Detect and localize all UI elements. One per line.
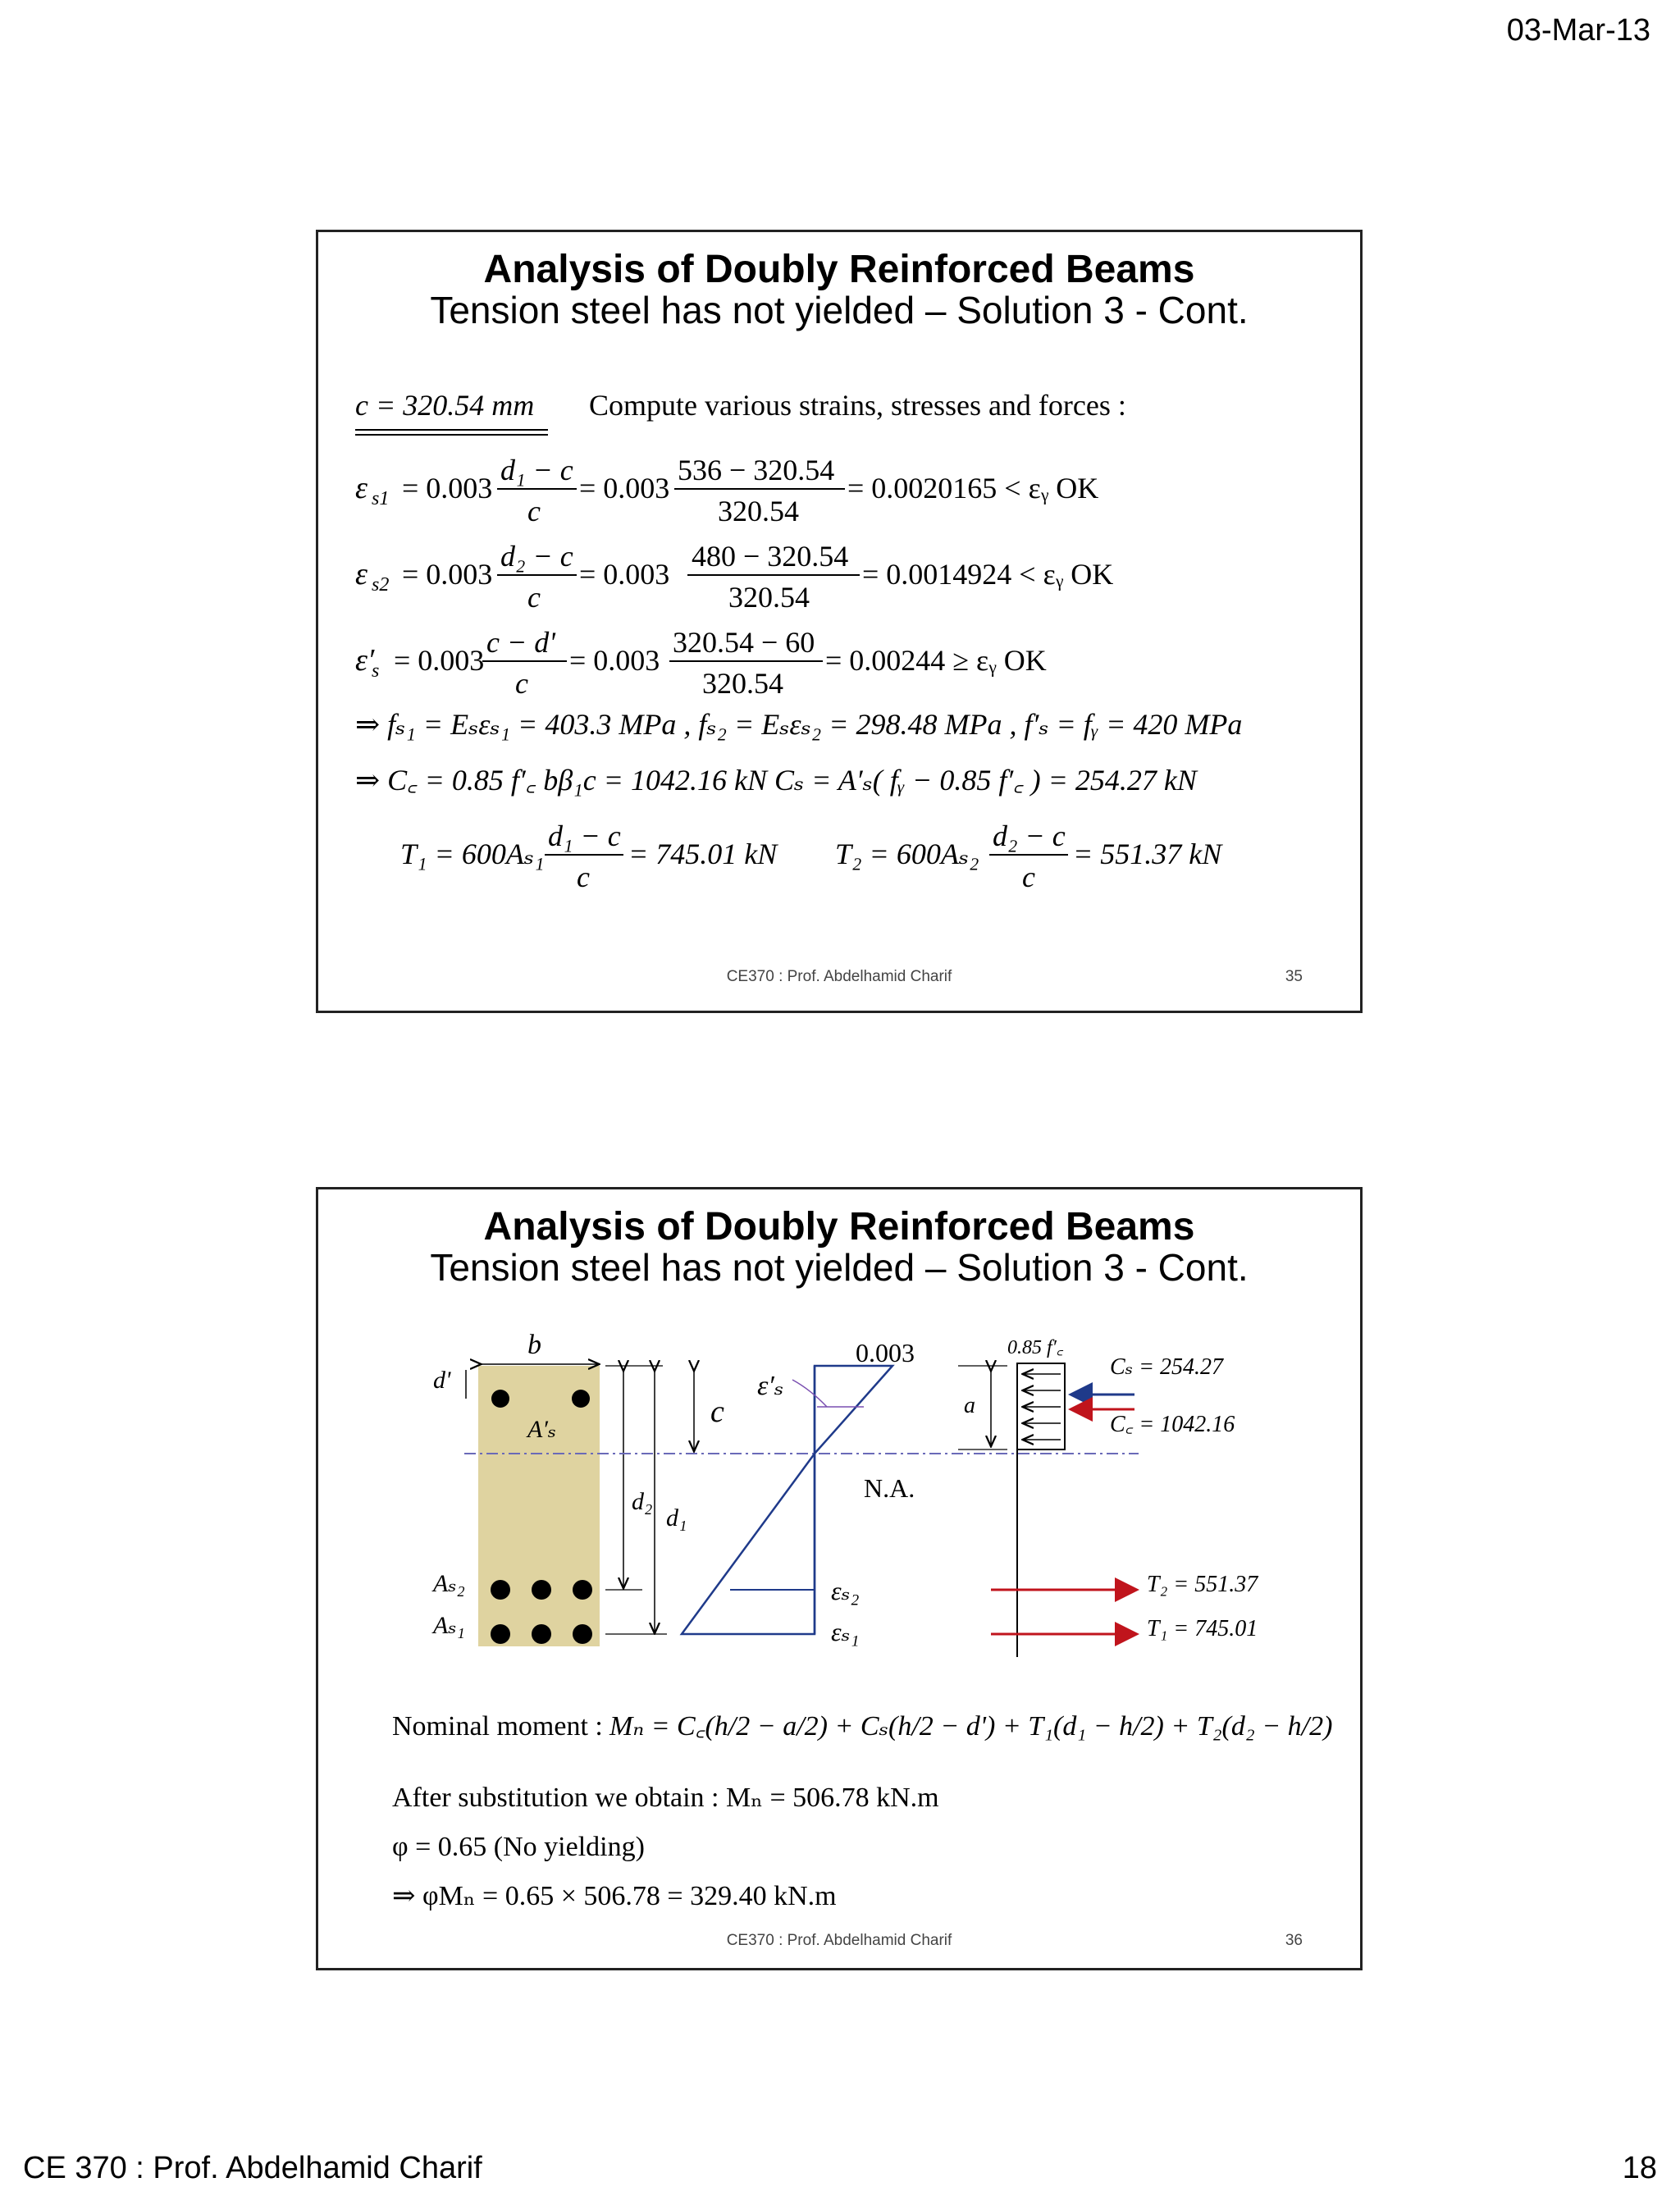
svg-text:s: s [372, 660, 380, 682]
moment-equation: Mₙ = C꜀(h/2 − a/2) + Cₛ(h/2 − d') + T₁(d₁ − h/2) + T₂(d₂ − h/2) [609, 1711, 1333, 1742]
svg-text:320.54: 320.54 [702, 667, 783, 700]
tension-bar [573, 1580, 592, 1600]
slide-subtitle: Tension steel has not yielded – Solution 3 - Cont. [430, 289, 1249, 331]
compression-bar [491, 1390, 509, 1408]
svg-text:T₂ = 600Aₛ₂: T₂ = 600Aₛ₂ [835, 838, 979, 870]
svg-text:= 0.003: = 0.003 [579, 472, 670, 504]
svg-text:320.54 − 60: 320.54 − 60 [673, 626, 815, 659]
svg-text:320.54: 320.54 [728, 581, 810, 614]
label-na: N.A. [864, 1473, 915, 1503]
compression-strain [815, 1366, 892, 1454]
label-as1: Aₛ₁ [433, 1612, 465, 1639]
label-c: c [710, 1395, 724, 1429]
slide-36 [316, 1187, 1363, 1970]
label-d2: d₂ [632, 1488, 653, 1515]
slide-35 [316, 230, 1363, 1013]
substitution-line: After substitution we obtain : Mₙ = 506.78 kN.m [392, 1783, 939, 1813]
svg-text:ε′: ε′ [355, 643, 375, 678]
svg-text:d₁ − c: d₁ − c [500, 454, 573, 486]
page-number: 18 [1622, 2151, 1657, 2185]
section-diagram [318, 1189, 1360, 1968]
c-value: c = 320.54 mm [355, 389, 535, 422]
label-t1: T₁ = 745.01 [1147, 1616, 1258, 1641]
stress-arrows [1024, 1374, 1061, 1440]
svg-text:c: c [577, 861, 590, 893]
label-b: b [527, 1330, 541, 1360]
slide-title: Analysis of Doubly Reinforced Beams [483, 248, 1195, 291]
label-d1: d₁ [666, 1504, 687, 1532]
svg-text:= 745.01 kN: = 745.01 kN [628, 838, 778, 870]
label-cc: C꜀ = 1042.16 [1110, 1412, 1235, 1437]
strain-eq-s-prime [355, 626, 1047, 700]
slide-footer: CE370 : Prof. Abdelhamid Charif [726, 1932, 952, 1949]
slide-title: Analysis of Doubly Reinforced Beams [483, 1205, 1195, 1249]
page-footer: CE 370 : Prof. Abdelhamid Charif [23, 2151, 482, 2185]
tension-bar [532, 1580, 551, 1600]
label-a: a [964, 1393, 975, 1418]
svg-text:s2: s2 [372, 574, 390, 596]
svg-text:= 0.0020165 < εᵧ OK: = 0.0020165 < εᵧ OK [847, 472, 1099, 504]
intro-text: Compute various strains, stresses and forces : [589, 389, 1126, 422]
label-as2: Aₛ₂ [433, 1570, 465, 1597]
equations-35 [318, 232, 1360, 1011]
strain-eq-s1 [355, 454, 1098, 527]
slide-number: 36 [1285, 1932, 1303, 1949]
svg-text:c: c [527, 581, 541, 614]
svg-text:c − d': c − d' [486, 626, 555, 659]
svg-text:ε: ε [355, 471, 368, 505]
svg-text:= 0.003: = 0.003 [402, 558, 493, 591]
slide-subtitle: Tension steel has not yielded – Solution 3 - Cont. [430, 1246, 1249, 1289]
force-line: ⇒ C꜀ = 0.85 f′꜀ bβ₁c = 1042.16 kN Cₛ = A′ₛ( fᵧ − 0.85 f′꜀ ) = 254.27 kN [355, 764, 1197, 797]
svg-text:= 0.003: = 0.003 [569, 644, 660, 677]
svg-text:= 0.003: = 0.003 [402, 472, 493, 504]
svg-text:c: c [1022, 861, 1035, 893]
stress-line: ⇒ fₛ₁ = Eₛεₛ₁ = 403.3 MPa , fₛ₂ = Eₛεₛ₂ = 298.48 MPa , f′ₛ = fᵧ = 420 MPa [355, 708, 1243, 741]
tension-bar [532, 1624, 551, 1644]
label-top-strain: 0.003 [856, 1338, 915, 1367]
slide-footer: CE370 : Prof. Abdelhamid Charif [726, 968, 952, 985]
svg-text:d₂ − c: d₂ − c [993, 819, 1066, 852]
svg-text:c: c [515, 667, 528, 700]
svg-text:536 − 320.54: 536 − 320.54 [678, 454, 835, 486]
moment-label: Nominal moment : [392, 1711, 603, 1742]
strain-eq-s2 [355, 540, 1113, 614]
label-t2: T₂ = 551.37 [1147, 1572, 1258, 1597]
svg-text:d₂ − c: d₂ − c [500, 540, 573, 573]
svg-text:320.54: 320.54 [718, 495, 799, 527]
label-eps-s2: εₛ₂ [831, 1576, 860, 1605]
slide-number: 35 [1285, 968, 1303, 985]
tension-bar [573, 1624, 592, 1644]
svg-text:T₁ = 600Aₛ₁: T₁ = 600Aₛ₁ [400, 838, 545, 870]
tension-strain [682, 1454, 815, 1634]
phi-line: φ = 0.65 (No yielding) [392, 1832, 645, 1862]
svg-text:s1: s1 [372, 488, 390, 509]
label-eps-s-prime: ε′ₛ [757, 1371, 784, 1401]
label-stress: 0.85 f′꜀ [1007, 1337, 1064, 1358]
svg-text:= 0.00244 ≥ εᵧ OK: = 0.00244 ≥ εᵧ OK [825, 644, 1047, 677]
label-d-prime: d' [433, 1367, 451, 1394]
label-cs: Cₛ = 254.27 [1110, 1354, 1224, 1380]
svg-text:c: c [527, 495, 541, 527]
compression-bar [572, 1390, 590, 1408]
beam-section [478, 1366, 600, 1646]
tension-forces [400, 819, 1223, 893]
phi-mn-line: ⇒ φMₙ = 0.65 × 506.78 = 329.40 kN.m [392, 1881, 837, 1911]
tension-bar [491, 1624, 510, 1644]
page-date: 03-Mar-13 [1506, 13, 1650, 48]
label-eps-s1: εₛ₁ [831, 1617, 860, 1646]
svg-text:= 0.003: = 0.003 [394, 644, 485, 677]
svg-text:= 551.37 kN: = 551.37 kN [1073, 838, 1222, 870]
tension-bar [491, 1580, 510, 1600]
svg-text:ε: ε [355, 557, 368, 591]
svg-text:= 0.0014924 < εᵧ OK: = 0.0014924 < εᵧ OK [862, 558, 1114, 591]
svg-text:480 − 320.54: 480 − 320.54 [692, 540, 849, 573]
label-as-prime: A′ₛ [527, 1416, 556, 1443]
svg-text:d₁ − c: d₁ − c [548, 819, 621, 852]
svg-text:= 0.003: = 0.003 [579, 558, 670, 591]
